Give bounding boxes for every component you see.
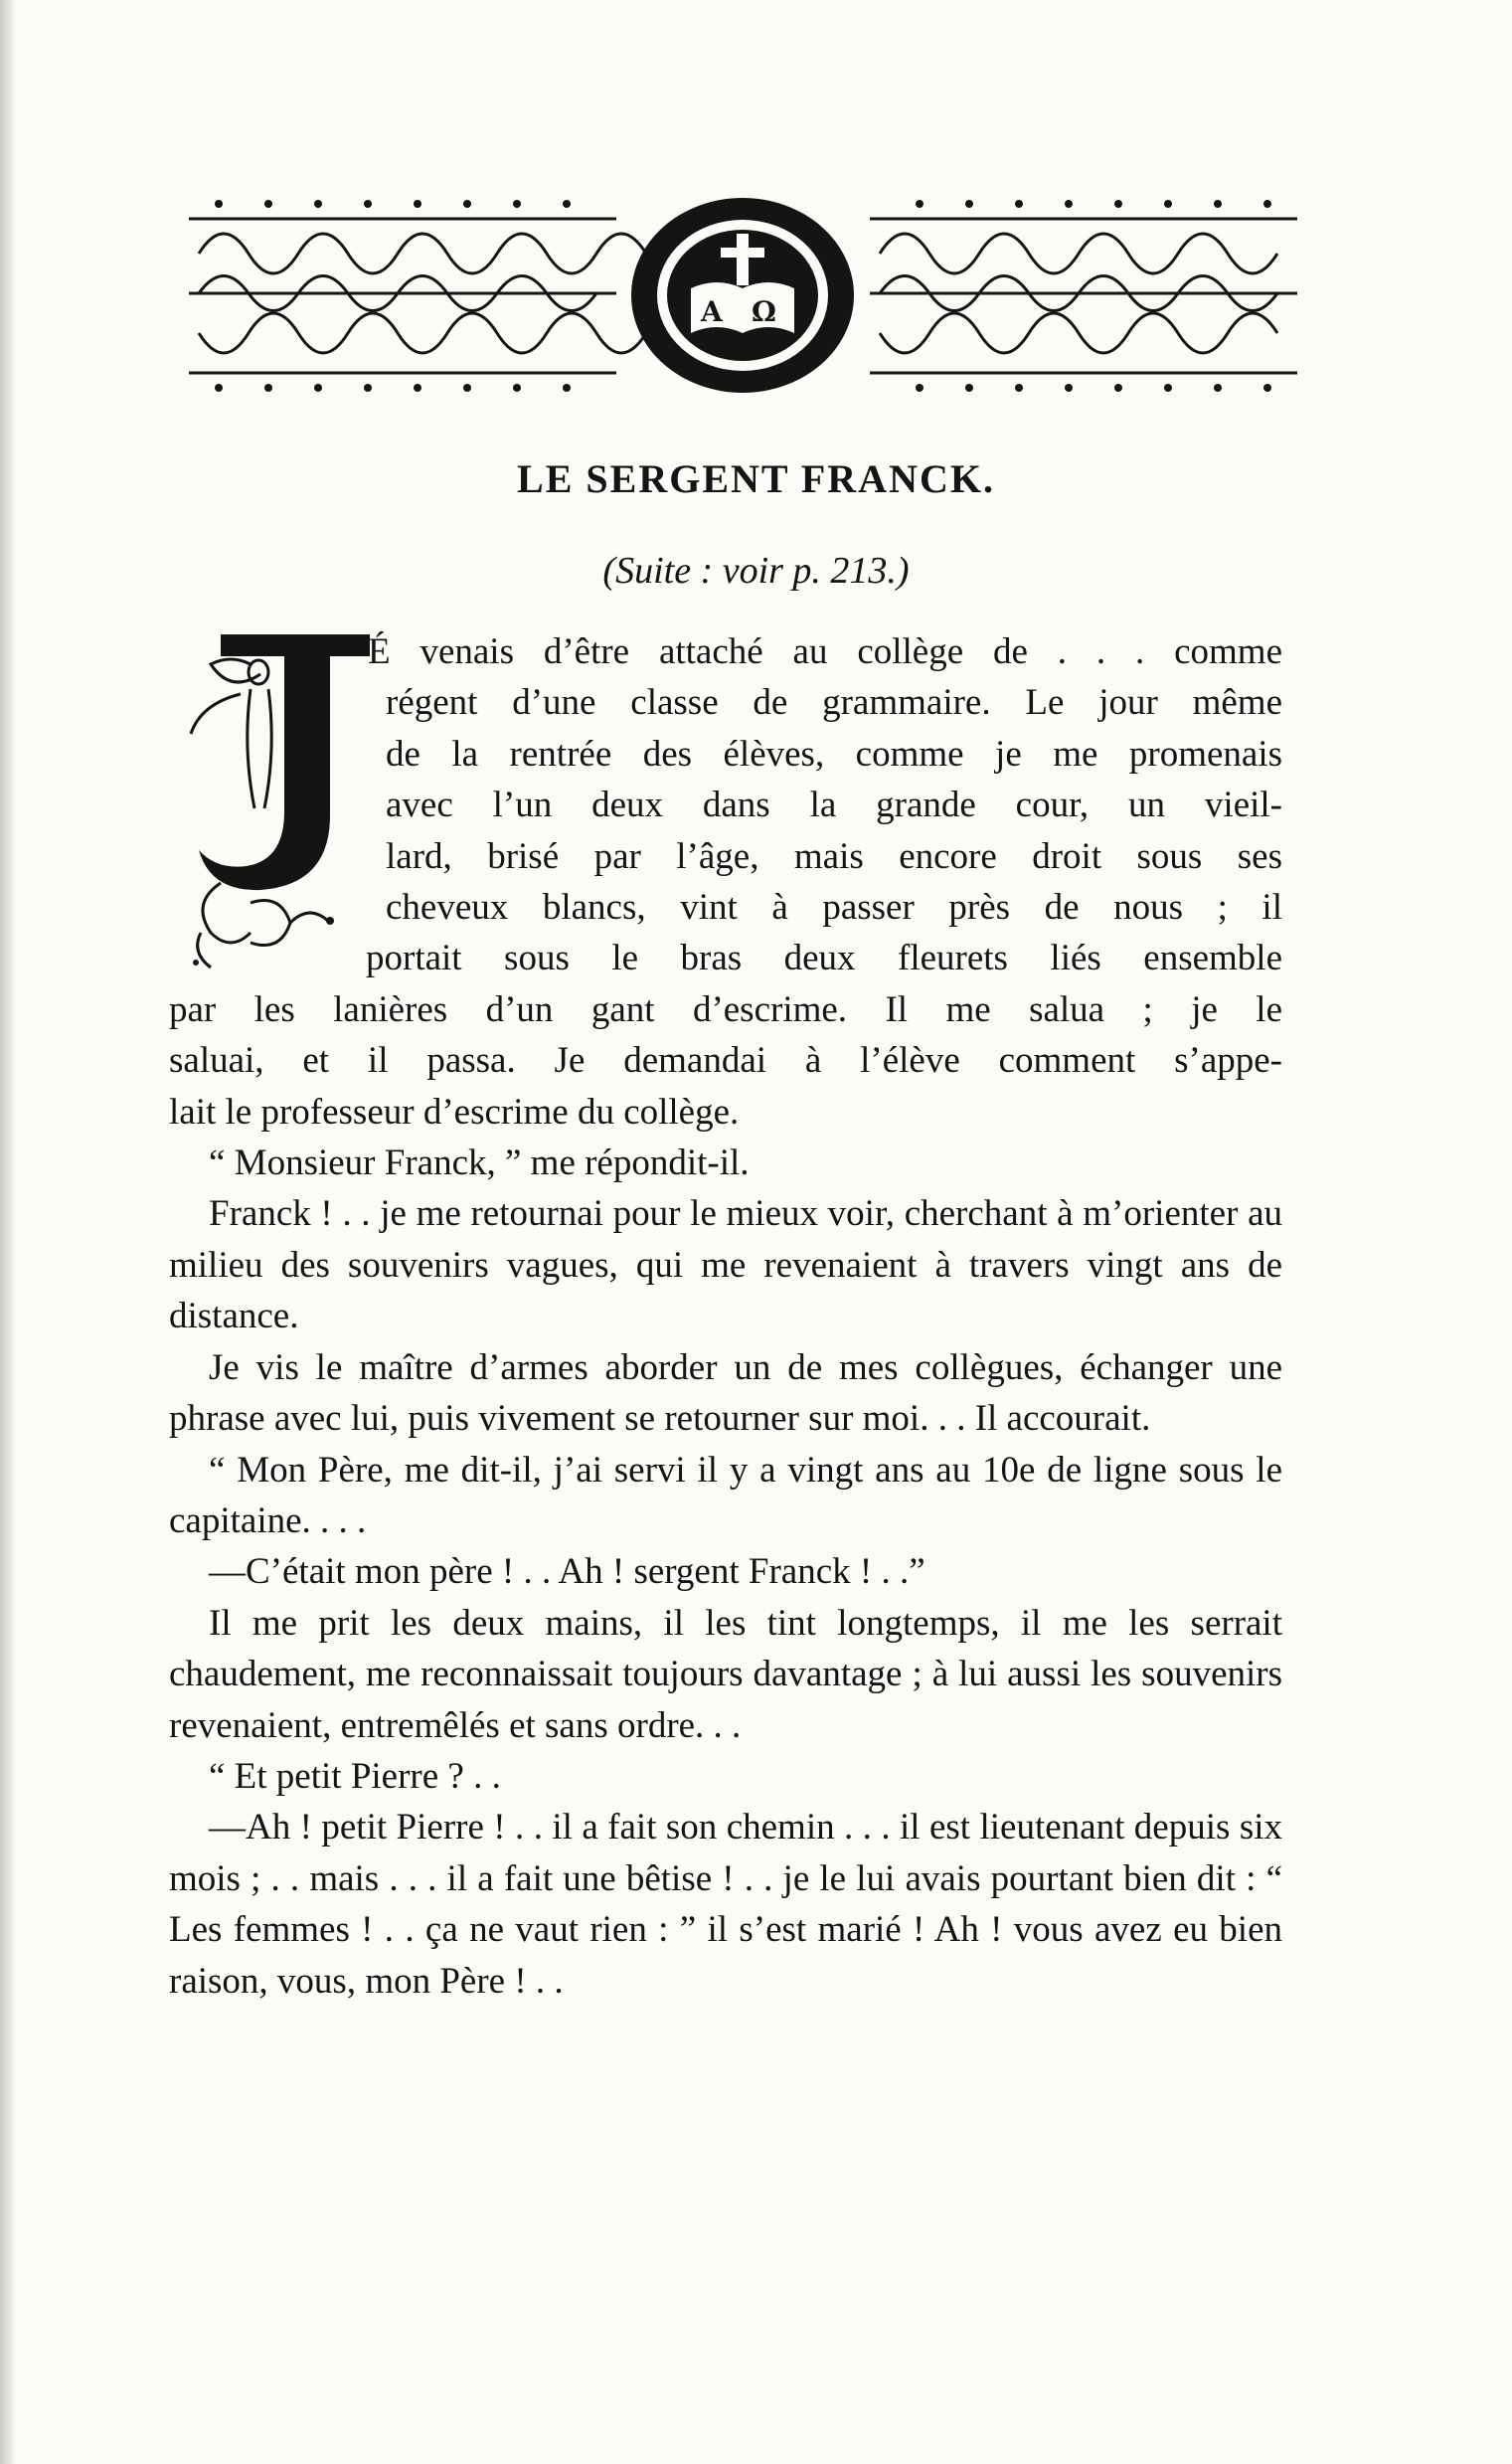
- text-line: portait sous le bras deux fleurets liés ensemble: [366, 938, 1282, 979]
- text-line: par les lanières d’un gant d’escrime. Il me salua ; je le: [169, 988, 1282, 1030]
- article-body: [169, 626, 1282, 2007]
- svg-text:Ω: Ω: [752, 295, 776, 328]
- text-line: cheveux blancs, vint à passer près de nous ; il: [386, 887, 1282, 929]
- text-line: lard, brisé par l’âge, mais encore droit sous ses: [386, 835, 1282, 877]
- first-paragraph: [169, 626, 1282, 1138]
- paragraph: Je vis le maître d’armes aborder un de mes collègues, échanger une phrase avec lui, puis vivement se retourner sur moi. . . Il accourait.: [169, 1346, 1282, 1440]
- paragraph: Franck ! . . je me retournai pour le mieux voir, cherchant à m’orienter au milieu des souvenirs vagues, qui me revenaient à travers vingt ans de distance.: [169, 1193, 1282, 1337]
- text-line: avec l’un deux dans la grande cour, un vieil-: [386, 785, 1282, 826]
- paragraph: “ Mon Père, me dit-il, j’ai servi il y a vingt ans au 10e de ligne sous le capitaine. . . .: [169, 1449, 1282, 1541]
- article-title: LE SERGENT FRANCK.: [517, 456, 995, 501]
- paragraph: “ Et petit Pierre ? . .: [209, 1755, 501, 1797]
- page-binding-edge: [0, 0, 16, 2464]
- paragraph: —Ah ! petit Pierre ! . . il a fait son chemin . . . il est lieutenant depuis six mois ; . . mais . . . il a fait une bêtise ! . . je le lui avais pourtant bien dit : “ Les femmes ! . . ça ne vaut rien : ” il s’est marié ! Ah ! vous avez eu bien raison, vous, mon Père ! . .: [169, 1807, 1282, 2002]
- article-subtitle: (Suite : voir p. 213.): [602, 550, 910, 592]
- ornamental-headpiece-icon: [189, 194, 1297, 398]
- text-line: de la rentrée des élèves, comme je me promenais: [386, 733, 1282, 775]
- paragraph: “ Monsieur Franck, ” me répondit-il.: [209, 1143, 750, 1184]
- text-line: régent d’une classe de grammaire. Le jour même: [386, 682, 1282, 724]
- paragraph: Il me prit les deux mains, il les tint longtemps, il me les serrait chaudement, me reconnaissait toujours davantage ; à lui aussi les souvenirs revenaient, entremêlés et sans ordre. . .: [169, 1602, 1282, 1746]
- paragraph: —C’était mon père ! . . Ah ! sergent Franck ! . .”: [209, 1551, 925, 1593]
- text-line: É venais d’être attaché au collège de . . . comme: [368, 631, 1282, 672]
- text-line: saluai, et il passa. Je demandai à l’élève comment s’appe-: [169, 1040, 1282, 1082]
- svg-text:A: A: [701, 295, 723, 328]
- text-line: lait le professeur d’escrime du collège.: [169, 1091, 740, 1133]
